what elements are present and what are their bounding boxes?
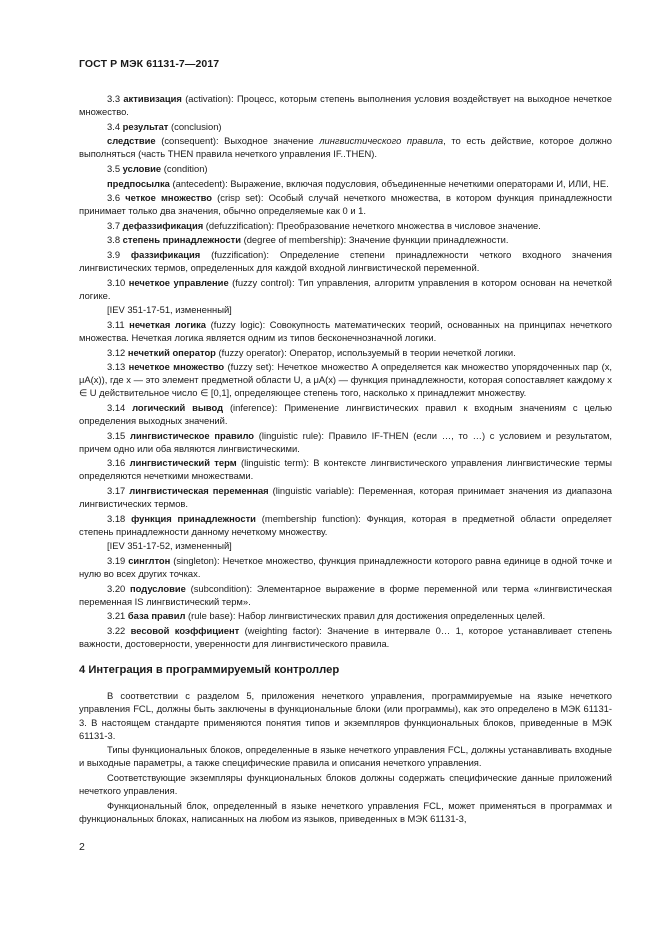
definition-3-17: 3.17 лингвистическая переменная (linguistic variable): Переменная, которая принимает значения из диапазона лингвистических термов. bbox=[79, 485, 613, 510]
source-reference: [IEV 351-17-51, измененный] bbox=[107, 304, 232, 316]
definition-3-3: 3.3 активизация (activation): Процесс, которым степень выполнения условия воздействует на выходное нечеткое множество. bbox=[79, 93, 612, 118]
definition-3-16: 3.16 лингвистический терм (linguistic term): В контексте лингвистического управления лингвистические термы определяются нечеткими множествами. bbox=[79, 457, 612, 482]
document-header: ГОСТ Р МЭК 61131-7—2017 bbox=[79, 58, 220, 70]
section-paragraph: В соответствии с разделом 5, приложения нечеткого управления, программируемые на языке нечеткого управления FCL, должны быть заключены в функциональные блоки (или программы), как это определено в МЭК 61131-3. В настоящем стандарте применяются понятия типов и экземпляров функциональных блоков, приведенные в МЭК 61131-3. bbox=[79, 690, 612, 741]
definition-3-5: 3.5 условие (condition) bbox=[107, 162, 208, 174]
term: условие bbox=[122, 162, 162, 174]
definition-3-20: 3.20 подусловие (subcondition): Элементарное выражение в форме переменной или терма «лингвистическая переменная IS лингвистический терм». bbox=[79, 582, 612, 607]
source-reference: [IEV 351-17-52, измененный] bbox=[107, 540, 232, 552]
term: четкое множество bbox=[125, 192, 212, 204]
term: лингвистическое правило bbox=[129, 429, 255, 441]
definition-3-13: 3.13 нечеткое множество (fuzzy set): Нечеткое множество A определяется как множество упорядоченных пар (x, μA(x)), где x — это элемент предметной области U, а μA(x) — функция принадлежности, которая сопоставляет каждому x ∈ U действительное число ∈ [0,1], определяющее степень того, насколько x принадлежит множеству. bbox=[79, 361, 612, 399]
definition-3-12: 3.12 нечеткий оператор (fuzzy operator): Оператор, используемый в теории нечеткой логики. bbox=[107, 346, 516, 358]
definition-3-22: 3.22 весовой коэффициент (weighting factor): Значение в интервале 0… 1, которое устанавливает степень важности, достоверности, уверенности для лингвистического правила. bbox=[79, 624, 613, 650]
definition-3-6: 3.6 четкое множество (crisp set): Особый случай нечеткого множества, в котором функция принадлежности принимает только два значения, обычно определяемые как 0 и 1. bbox=[79, 192, 612, 217]
term: функция принадлежности bbox=[131, 512, 256, 524]
term: нечеткое множество bbox=[128, 361, 225, 373]
definition-3-11: 3.11 нечеткая логика (fuzzy logic): Совокупность математических теорий, основанных на принципах нечеткого множества. Нечеткая логика является одним из типов бесконечнозначной логики. bbox=[79, 318, 612, 343]
term: база правил bbox=[127, 610, 186, 622]
term: нечеткое управление bbox=[128, 276, 229, 288]
term: следствие bbox=[107, 135, 156, 147]
term: синглтон bbox=[128, 554, 171, 566]
definition-3-9: 3.9 фаззификация (fuzzification): Определение степени принадлежности четкого входного значения лингвистических термов, определенных для каждой входной лингвистической переменной. bbox=[79, 248, 612, 273]
definition-3-5-synonym: предпосылка (antecedent): Выражение, включая подусловия, объединенные нечеткими операторами И, ИЛИ, НЕ. bbox=[107, 177, 609, 189]
term: дефаззификация bbox=[122, 219, 204, 231]
definition-3-8: 3.8 степень принадлежности (degree of membership): Значение функции принадлежности. bbox=[107, 234, 509, 246]
definition-3-18: 3.18 функция принадлежности (membership function): Функция, которая в предметной области определяет степень принадлежности данному нечеткому множеству. bbox=[79, 512, 612, 537]
term: предпосылка bbox=[107, 177, 170, 189]
term: лингвистическая переменная bbox=[129, 485, 269, 497]
term: активизация bbox=[123, 93, 182, 104]
definition-3-15: 3.15 лингвистическое правило (linguistic rule): Правило IF-THEN (если …, то …) с условием и результатом, причем одно или оба являются лингвистическими. bbox=[79, 429, 613, 454]
term: лингвистический терм bbox=[129, 457, 237, 469]
definition-3-14: 3.14 логический вывод (inference): Применение лингвистических правил к входным значениям с целью определения выходных значений. bbox=[79, 401, 612, 427]
definition-3-4-synonym: следствие (consequent): Выходное значение лингвистического правила, то есть действие, которое должно выполняться (часть THEN правила нечеткого управления IF..THEN). bbox=[79, 135, 612, 160]
term: степень принадлежности bbox=[122, 234, 241, 246]
definition-3-10: 3.10 нечеткое управление (fuzzy control): Тип управления, алгоритм управления в котором основан на нечеткой логике. bbox=[79, 276, 613, 301]
section-paragraph: Типы функциональных блоков, определенные в языке нечеткого управления FCL, должны устанавливать входные и выходные параметры, а также специфические правила и описания нечеткого управления. bbox=[79, 744, 612, 769]
term: логический вывод bbox=[132, 401, 224, 413]
document-body bbox=[79, 92, 612, 825]
term: нечеткая логика bbox=[129, 318, 207, 330]
section-paragraph: Соответствующие экземпляры функциональных блоков должны содержать специфические данные приложений нечеткого управления. bbox=[79, 771, 612, 797]
term: результат bbox=[122, 120, 169, 132]
section-heading: 4 Интеграция в программируемый контроллер bbox=[79, 664, 340, 677]
definition-3-21: 3.21 база правил (rule base): Набор лингвистических правил для достижения определенных целей. bbox=[107, 610, 546, 622]
page-number: 2 bbox=[79, 841, 85, 853]
term: весовой коэффициент bbox=[130, 624, 240, 636]
term: нечеткий оператор bbox=[127, 346, 216, 358]
term: фаззификация bbox=[130, 248, 201, 260]
section-paragraph: Функциональный блок, определенный в языке нечеткого управления FCL, может применяться в программах и функциональных блоках, написанных на любом из языков, приведенных в МЭК 61131-3, bbox=[79, 799, 612, 824]
definition-3-19: 3.19 синглтон (singleton): Нечеткое множество, функция принадлежности которого равна единице в одной точке и нулю во всех других точках. bbox=[79, 554, 612, 580]
definition-3-7: 3.7 дефаззификация (defuzzification): Преобразование нечеткого множества в числовое значение. bbox=[107, 219, 541, 231]
definition-3-4: 3.4 результат (conclusion) bbox=[107, 120, 222, 132]
term: подусловие bbox=[130, 582, 186, 594]
